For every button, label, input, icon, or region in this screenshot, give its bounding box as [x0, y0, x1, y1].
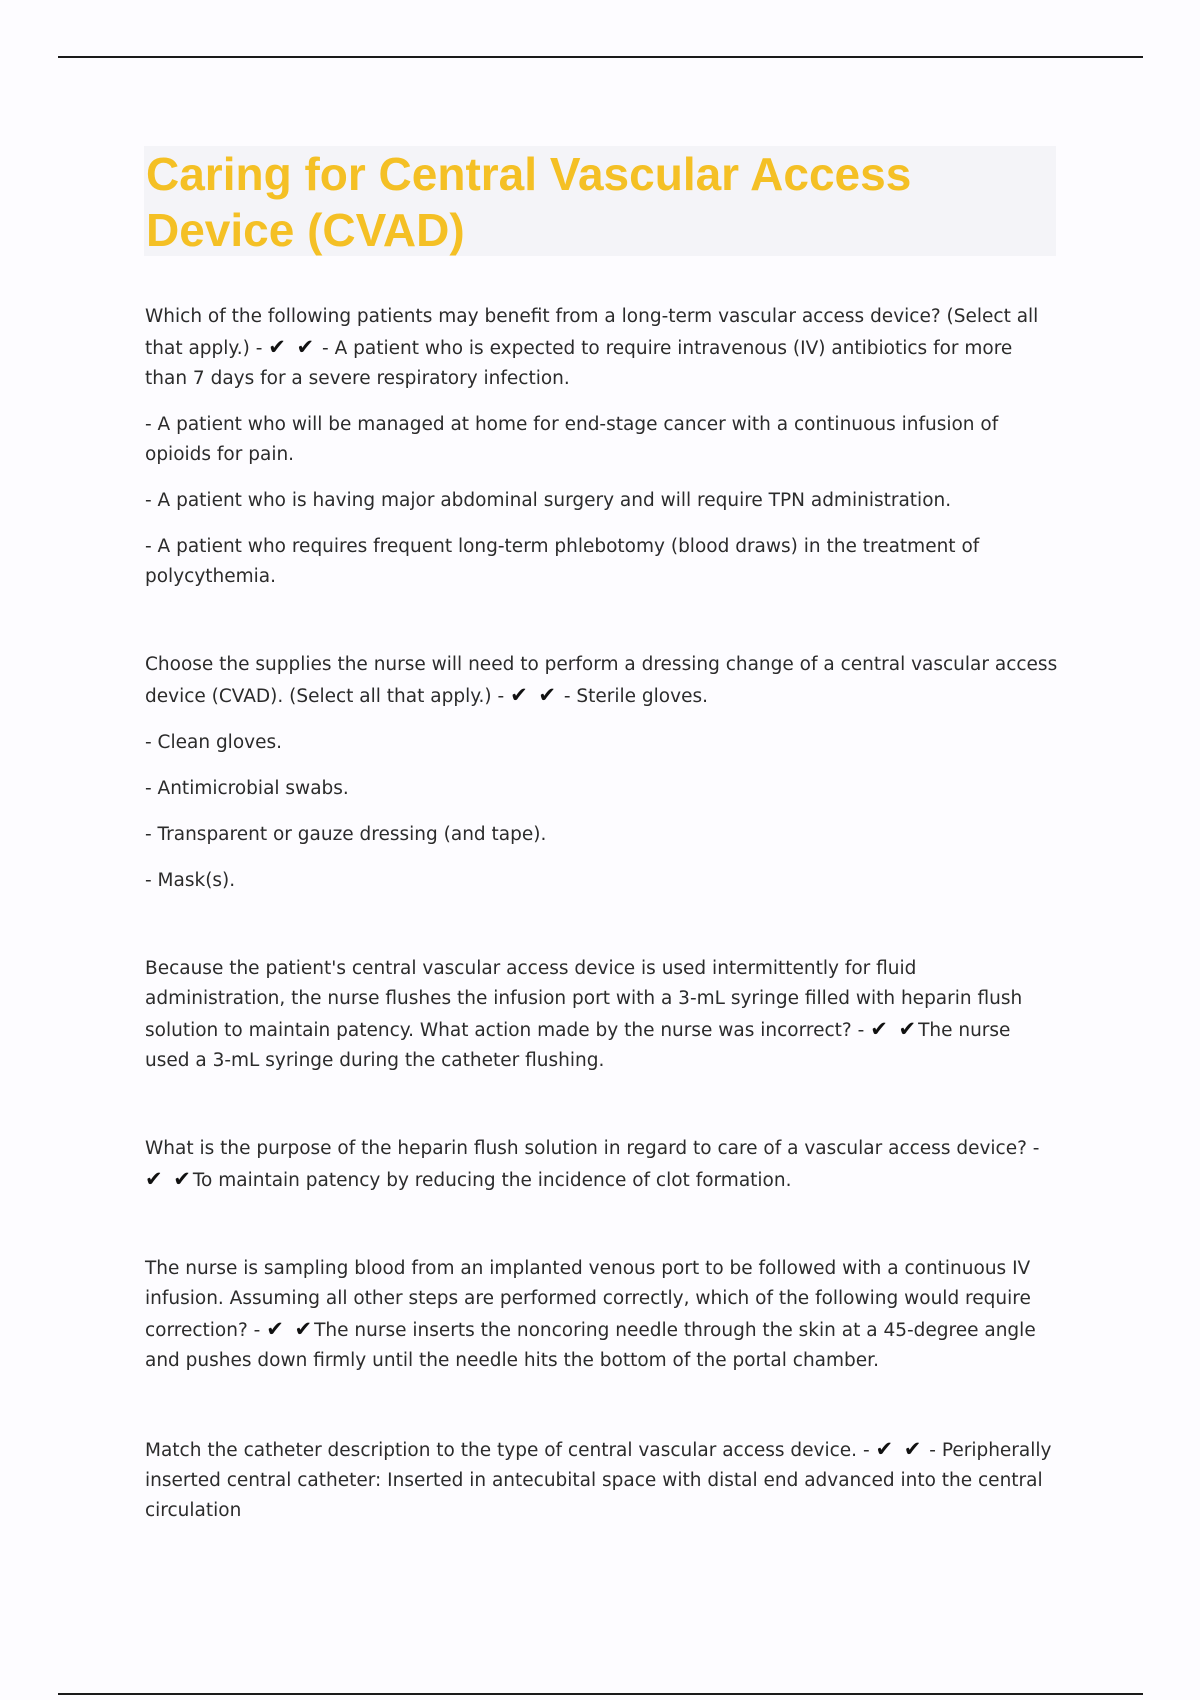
qa-paragraph — [145, 954, 1060, 1076]
header-rule — [58, 56, 1143, 58]
qa-item-3 — [145, 954, 1060, 1076]
question-text: Which of the following patients may benefit from a long-term vascular access device? (Select all that apply.) - — [145, 306, 1039, 359]
qa-paragraph — [145, 1254, 1060, 1376]
question-text: The nurse is sampling blood from an implanted venous port to be followed with a continuous IV infusion. Assuming all other steps are performed correctly, which of the following would require correction? - — [145, 1258, 1031, 1341]
double-check-icon: ✔ ✔ — [266, 1317, 315, 1341]
question-text: Choose the supplies the nurse will need to perform a dressing change of a central vascular access device (CVAD). (Select all that apply.) - — [145, 654, 1058, 707]
answer-line: - A patient who is having major abdominal surgery and will require TPN administration. — [145, 490, 952, 511]
qa-paragraph — [145, 1434, 1060, 1526]
document-body — [145, 302, 1060, 1584]
answer-line: - Antimicrobial swabs. — [145, 778, 349, 799]
answer-text: The nurse inserts the noncoring needle through the skin at a 45-degree angle and pushes down firmly until the needle hits the bottom of the portal chamber. — [145, 1320, 1036, 1371]
question-text: Because the patient's central vascular access device is used intermittently for fluid administration, the nurse flushes the infusion port with a 3-mL syringe filled with heparin flush solution to maintain patency. What action made by the nurse was incorrect? - — [145, 958, 1023, 1041]
answer-text: - Sterile gloves. — [563, 686, 708, 707]
answer-line: - Transparent or gauze dressing (and tape). — [145, 824, 547, 845]
qa-item-4 — [145, 1134, 1060, 1196]
title-banner — [144, 146, 1056, 256]
qa-paragraph — [145, 650, 1060, 712]
double-check-icon: ✔ ✔ — [145, 1167, 193, 1191]
double-check-icon: ✔ ✔ — [268, 335, 317, 359]
qa-paragraph — [145, 302, 1060, 394]
double-check-icon: ✔ ✔ — [510, 683, 558, 707]
document-title: Caring for Central Vascular Access Device (CVAD) — [146, 148, 912, 256]
answer-text: - A patient who is expected to require intravenous (IV) antibiotics for more than 7 days for a severe respiratory infection. — [145, 338, 1013, 389]
qa-item-1 — [145, 302, 1060, 592]
answer-line: - A patient who will be managed at home for end-stage cancer with a continuous infusion of opioids for pain. — [145, 414, 999, 465]
answer-text: The nurse used a 3-mL syringe during the catheter flushing. — [145, 1020, 1011, 1071]
qa-item-6 — [145, 1434, 1060, 1526]
qa-paragraph — [145, 1134, 1060, 1196]
qa-item-2 — [145, 650, 1060, 896]
answer-text: - Peripherally inserted central catheter: Inserted in antecubital space with distal end advanced into the central circulation — [145, 1440, 1052, 1521]
double-check-icon: ✔ ✔ — [875, 1437, 924, 1461]
footer-rule — [58, 1693, 1143, 1695]
answer-text: To maintain patency by reducing the incidence of clot formation. — [192, 1170, 792, 1191]
answer-line: - Clean gloves. — [145, 732, 282, 753]
question-text: Match the catheter description to the type of central vascular access device. - — [145, 1440, 870, 1461]
answer-line: - Mask(s). — [145, 870, 236, 891]
answer-line: - A patient who requires frequent long-term phlebotomy (blood draws) in the treatment of polycythemia. — [145, 536, 980, 587]
qa-item-5 — [145, 1254, 1060, 1376]
question-text: What is the purpose of the heparin flush solution in regard to care of a vascular access device? - — [145, 1138, 1040, 1159]
double-check-icon: ✔ ✔ — [870, 1017, 919, 1041]
